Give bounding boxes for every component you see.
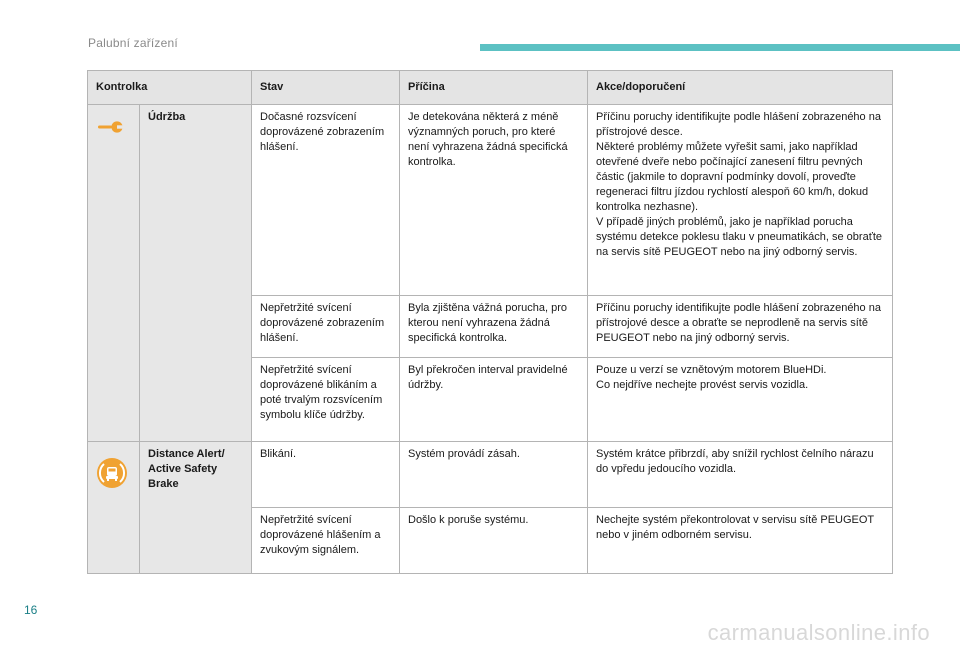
table-row xyxy=(88,105,893,296)
icon-cell-udrzba xyxy=(88,105,140,442)
warning-name-distance-alert: Distance Alert/ Active Safety Brake xyxy=(140,442,252,574)
akce-cell: Nechejte systém překontrolovat v servisu sítě PEUGEOT nebo v jiném odborném servisu. xyxy=(588,508,893,574)
column-header-stav: Stav xyxy=(252,71,400,105)
akce-cell: Systém krátce přibrzdí, aby snížil rychlost čelního nárazu do vpředu jedoucího vozidla. xyxy=(588,442,893,508)
section-title: Palubní zařízení xyxy=(88,36,178,50)
akce-cell: Pouze u verzí se vznětovým motorem BlueHDi. Co nejdříve nechejte provést servis vozidla. xyxy=(588,358,893,442)
warning-name-udrzba: Údržba xyxy=(140,105,252,442)
warning-lights-table xyxy=(87,70,893,574)
table-row xyxy=(88,442,893,508)
collision-warning-icon xyxy=(96,457,128,494)
table-header-row xyxy=(88,71,893,105)
pricina-cell: Byla zjištěna vážná porucha, pro kterou není vyhrazena žádná specifická kontrolka. xyxy=(400,296,588,358)
stav-cell: Nepřetržité svícení doprovázené zobrazením hlášení. xyxy=(252,296,400,358)
watermark: carmanualsonline.info xyxy=(707,620,930,645)
stav-cell: Nepřetržité svícení doprovázené hlášením a zvukovým signálem. xyxy=(252,508,400,574)
wrench-icon xyxy=(96,120,124,139)
pricina-cell: Systém provádí zásah. xyxy=(400,442,588,508)
akce-cell: Příčinu poruchy identifikujte podle hlášení zobrazeného na přístrojové desce. Některé problémy můžete vyřešit sami, jako například otevřené dveře nebo počínající zanesení filtru pevných částic (jakmile to dopravní podmínky dovolí, proveďte regeneraci filtru jízdou rychlostí alespoň 60 km/h, dokud kontrolka nezhasne). V případě jiných problémů, jako je například porucha systému detekce poklesu tlaku v pneumatikách, se obraťte na servis sítě PEUGEOT nebo na jiný odborný servis. xyxy=(588,105,893,296)
stav-cell: Blikání. xyxy=(252,442,400,508)
column-header-kontrolka: Kontrolka xyxy=(88,71,252,105)
column-header-pricina: Příčina xyxy=(400,71,588,105)
stav-cell: Dočasné rozsvícení doprovázené zobrazením hlášení. xyxy=(252,105,400,296)
icon-cell-distance-alert xyxy=(88,442,140,574)
pricina-cell: Je detekována některá z méně významných poruch, pro které není vyhrazena žádná specifická kontrolka. xyxy=(400,105,588,296)
page-number: 16 xyxy=(24,603,38,617)
pricina-cell: Byl překročen interval pravidelné údržby. xyxy=(400,358,588,442)
stav-cell: Nepřetržité svícení doprovázené blikáním a poté trvalým rozsvícením symbolu klíče údržby. xyxy=(252,358,400,442)
pricina-cell: Došlo k poruše systému. xyxy=(400,508,588,574)
akce-cell: Příčinu poruchy identifikujte podle hlášení zobrazeného na přístrojové desce a obraťte se neprodleně na servis sítě PEUGEOT nebo na jiný odborný servis. xyxy=(588,296,893,358)
column-header-akce: Akce/doporučení xyxy=(588,71,893,105)
section-accent-bar xyxy=(480,44,960,51)
